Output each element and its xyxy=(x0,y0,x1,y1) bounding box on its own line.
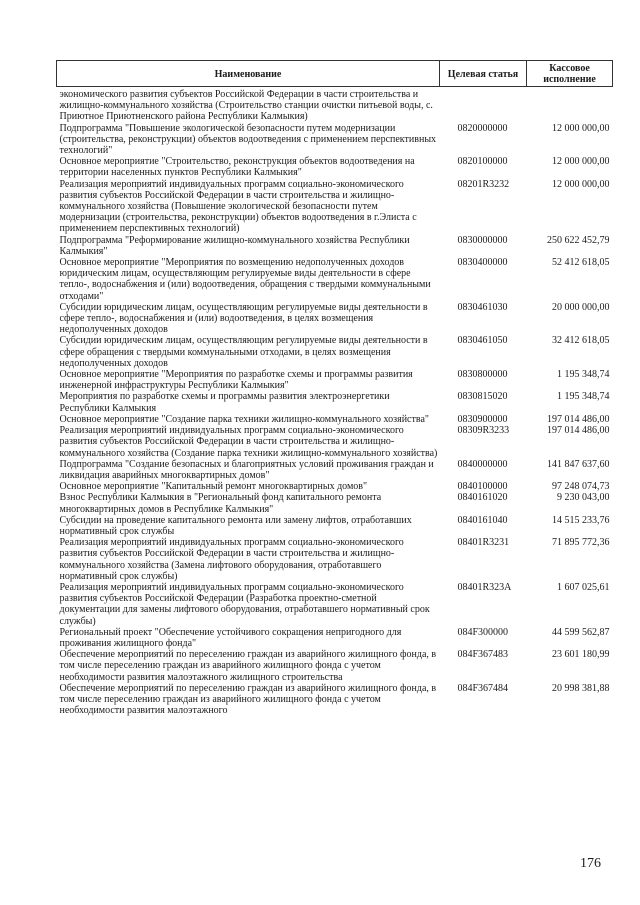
row-amount: 250 622 452,79 xyxy=(547,234,610,246)
table-body xyxy=(57,87,613,717)
row-name: Обеспечение мероприятий по переселению граждан из аварийного жилищного фонда, в том числе переселению граждан из аварийного жилищного фонда с учетом необходимости развития малоэтажного xyxy=(59,682,437,717)
row-code: 084F367484 xyxy=(457,682,509,694)
row-amount: 141 847 637,60 xyxy=(547,458,610,470)
row-code: 0840000000 xyxy=(457,458,508,470)
row-name: Реализация мероприятий индивидуальных программ социально-экономического развития субъектов Российской Федерации (Разработка проектно-сметной документации для замены лифтового оборудования, отработавшего нормативный срок службы) xyxy=(59,581,430,627)
row-code: 08401R323A xyxy=(457,581,512,593)
row-name: Подпрограмма "Реформирование жилищно-коммунального хозяйства Республики Калмыкия" xyxy=(59,234,410,257)
row-code: 0830800000 xyxy=(457,369,508,381)
table-row xyxy=(57,425,613,459)
row-name: Основное мероприятие "Капитальный ремонт многоквартирных домов" xyxy=(59,481,368,493)
row-code: 0830900000 xyxy=(457,413,508,425)
row-code: 08401R3231 xyxy=(457,537,510,549)
row-amount: 71 895 772,36 xyxy=(552,537,610,549)
header-code: Целевая статья xyxy=(440,61,527,87)
table-row xyxy=(57,123,613,157)
row-code: 08309R3233 xyxy=(457,425,510,437)
row-name: Основное мероприятие "Строительство, реконструкция объектов водоотведения на территории населенных пунктов Республики Калмыкия" xyxy=(59,156,415,179)
row-code: 0820000000 xyxy=(457,122,508,134)
row-code xyxy=(440,87,527,123)
table-row xyxy=(57,391,613,413)
row-name: Мероприятия по разработке схемы и программы развития электроэнергетики Республики Калмыкия xyxy=(59,391,390,414)
row-name: Основное мероприятие "Мероприятия по разработке схемы и программы развития инженерной инфраструктуры Республики Калмыкия" xyxy=(59,369,413,392)
header-name: Наименование xyxy=(57,61,440,87)
row-amount: 1 607 025,61 xyxy=(557,581,610,593)
table-row xyxy=(57,627,613,649)
row-amount xyxy=(527,87,613,123)
table-header xyxy=(57,61,613,87)
table-row xyxy=(57,87,613,123)
row-name: Реализация мероприятий индивидуальных программ социально-экономического развития субъектов Российской Федерации в части строительства и жилищно-коммунального хозяйства (Создание парка техники жилищно-коммунального хозяйства) xyxy=(59,425,438,459)
row-code: 0840161020 xyxy=(457,492,508,504)
table-row xyxy=(57,257,613,302)
row-amount: 23 601 180,99 xyxy=(552,649,610,661)
row-name: Субсидии юридическим лицам, осуществляющим регулируемые виды деятельности в сфере обращения с твердыми коммунальными отходами, в целях возмещения недополученных доходов xyxy=(59,335,428,369)
table-row xyxy=(57,459,613,481)
row-amount: 20 000 000,00 xyxy=(552,301,610,313)
table-row xyxy=(57,492,613,514)
row-code: 0830000000 xyxy=(457,234,508,246)
row-name: Региональный проект "Обеспечение устойчивого сокращения непригодного для проживания жилищного фонда" xyxy=(59,626,402,649)
header-amount: Кассовое исполнение xyxy=(527,61,613,87)
row-code: 084F300000 xyxy=(457,626,509,638)
row-amount: 197 014 486,00 xyxy=(547,413,610,425)
table-row xyxy=(57,649,613,683)
row-amount: 14 515 233,76 xyxy=(552,514,610,526)
row-code: 0840100000 xyxy=(457,481,508,493)
page-number: 176 xyxy=(580,856,601,871)
row-name: Реализация мероприятий индивидуальных программ социально-экономического развития субъектов Российской Федерации в части строительства и жилищно-коммунального хозяйства (Замена лифтового оборудования, отработавшего нормативный срок службы) xyxy=(59,537,404,582)
row-name: Подпрограмма "Повышение экологической безопасности путем модернизации (строительства, реконструкции) объектов водоотведения с применением перспективных технологий" xyxy=(59,122,437,157)
row-amount: 52 412 618,05 xyxy=(552,257,610,269)
row-code: 0830400000 xyxy=(457,257,508,269)
row-code: 0830461030 xyxy=(457,301,508,313)
row-code: 0830461050 xyxy=(457,335,508,347)
row-amount: 20 998 381,88 xyxy=(552,682,610,694)
row-amount: 44 599 562,87 xyxy=(552,626,610,638)
row-amount: 1 195 348,74 xyxy=(557,391,610,403)
row-amount: 1 195 348,74 xyxy=(557,369,610,381)
table-row xyxy=(57,414,613,425)
row-amount: 12 000 000,00 xyxy=(552,156,610,168)
row-name: Субсидии на проведение капитального ремонта или замену лифтов, отработавших нормативный срок службы xyxy=(59,514,412,537)
row-code: 084F367483 xyxy=(457,649,509,661)
table-row xyxy=(57,179,613,235)
row-amount: 12 000 000,00 xyxy=(552,178,610,190)
table-row xyxy=(57,683,613,717)
table-row xyxy=(57,369,613,391)
row-name: Реализация мероприятий индивидуальных программ социально-экономического развития субъектов Российской Федерации в части строительства и жилищно-коммунального хозяйства (Повышение экологической безопасности путем модернизации (строительства, реконструкции) объектов водоотведения в г.Элиста с применением перспективных технологий) xyxy=(59,178,417,235)
row-amount: 32 412 618,05 xyxy=(552,335,610,347)
row-code: 08201R3232 xyxy=(457,178,510,190)
table-row xyxy=(57,582,613,627)
table-row xyxy=(57,537,613,582)
table-row xyxy=(57,515,613,537)
row-amount: 9 230 043,00 xyxy=(557,492,610,504)
row-name: Субсидии юридическим лицам, осуществляющим регулируемые виды деятельности в сфере тепло-, водоснабжения и (или) водоотведения, в целях возмещения недополученных доходов xyxy=(59,301,428,336)
row-name: Взнос Республики Калмыкия в "Региональный фонд капитального ремонта многоквартирных домов в Республике Калмыкия" xyxy=(59,492,382,515)
row-code: 0820100000 xyxy=(457,156,508,168)
table-row xyxy=(57,235,613,257)
row-name: Основное мероприятие "Мероприятия по возмещению недополученных доходов юридическим лицам, осуществляющим регулируемые виды деятельности в сфере тепло-, водоснабжения и (или) водоотведения, обращения с твердыми коммунальными отходами" xyxy=(59,257,431,302)
row-name: Основное мероприятие "Создание парка техники жилищно-коммунального хозяйства" xyxy=(59,413,429,425)
row-amount: 12 000 000,00 xyxy=(552,122,610,134)
table-row xyxy=(57,302,613,336)
table-row xyxy=(57,156,613,178)
budget-table xyxy=(56,60,613,716)
row-name: Подпрограмма "Создание безопасных и благоприятных условий проживания граждан и ликвидация аварийных многоквартирных домов" xyxy=(59,458,434,481)
row-amount: 97 248 074,73 xyxy=(552,481,610,493)
row-code: 0840161040 xyxy=(457,514,508,526)
table-row xyxy=(57,335,613,369)
row-name: экономического развития субъектов Российской Федерации в части строительства и жилищно-коммунального хозяйства (Строительство станции очистки питьевой воды, с. Приютное Приютненского района Республики Калмыкия) xyxy=(59,89,433,123)
row-amount: 197 014 486,00 xyxy=(547,425,610,437)
row-name: Обеспечение мероприятий по переселению граждан из аварийного жилищного фонда, в том числе переселению граждан из аварийного жилищного фонда с учетом необходимости развития малоэтажного жилищного строительства xyxy=(59,649,437,683)
row-code: 0830815020 xyxy=(457,391,508,403)
table-row xyxy=(57,481,613,492)
